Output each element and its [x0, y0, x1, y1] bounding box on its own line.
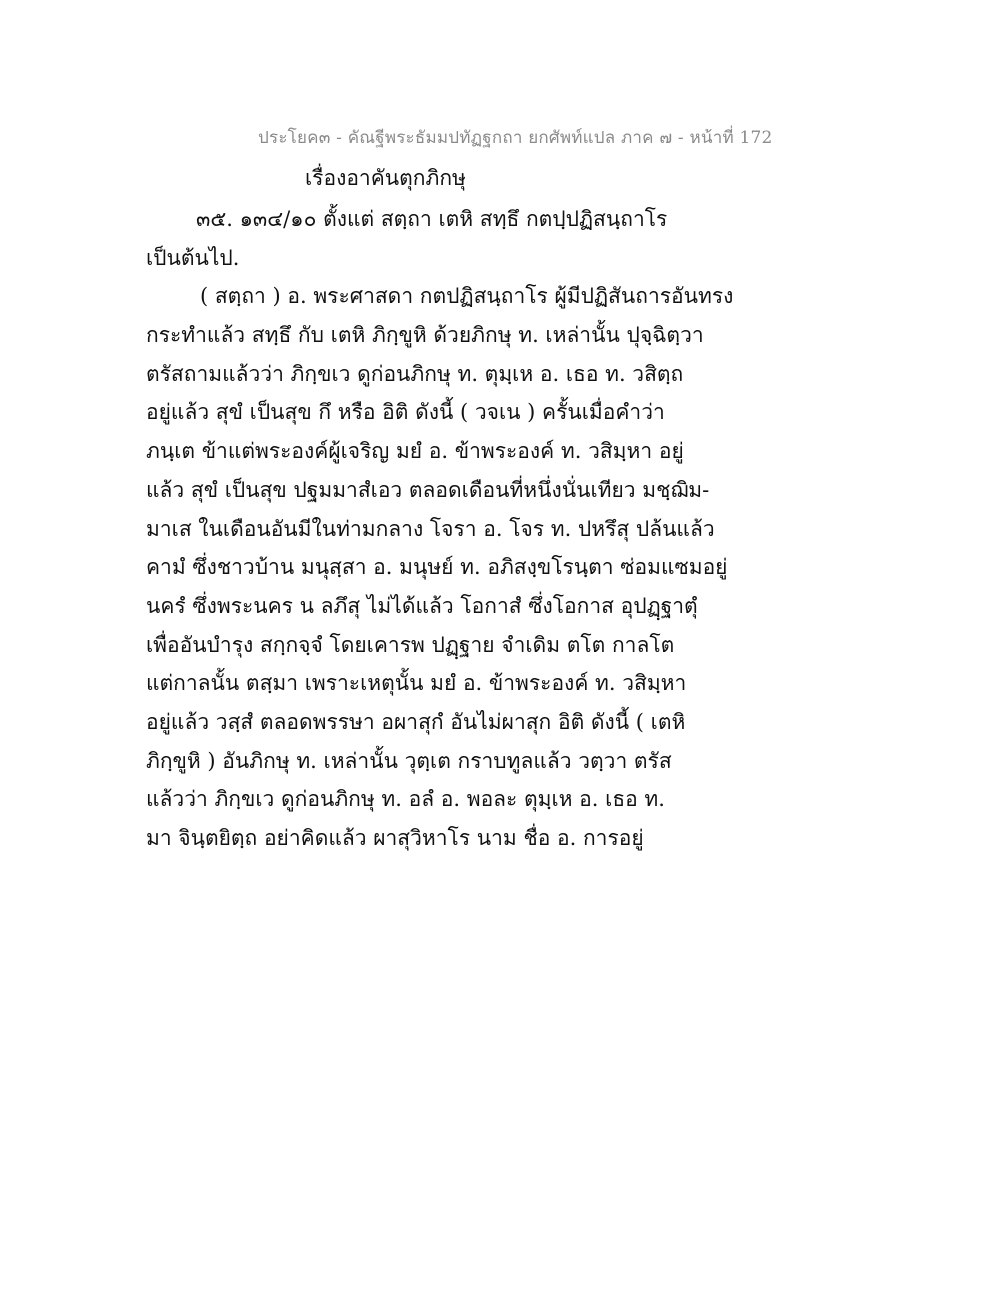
text-line: มาเส ในเดือนอันมีในท่ามกลาง โจรา อ. โจร ท. ปหรึสุ ปล้นแล้ว — [146, 516, 715, 541]
text-line: ภิกฺขูหิ ) อันภิกษุ ท. เหล่านั้น วุตฺเต กราบทูลแล้ว วตฺวา ตรัส — [146, 748, 672, 773]
text-line: ภนฺเต ข้าแต่พระองค์ผู้เจริญ มยํ อ. ข้าพระองค์ ท. วสิมฺหา อยู่ — [146, 439, 684, 464]
text-line: ( สตฺถา ) อ. พระศาสดา กตปฏิสนฺถาโร ผู้มีปฏิสันถารอันทรง — [200, 284, 734, 309]
text-line: เป็นต้นไป. — [146, 245, 240, 270]
text-line: มา จินฺตยิตฺถ อย่าคิดแล้ว ผาสุวิหาโร นาม ชื่อ อ. การอยู่ — [146, 826, 644, 850]
text-line: กระทำแล้ว สทฺธึ กับ เตหิ ภิกฺขูหิ ด้วยภิกษุ ท. เหล่านั้น ปุจฺฉิตฺวา — [146, 323, 704, 348]
text-line: แล้วว่า ภิกฺขเว ดูก่อนภิกษุ ท. อลํ อ. พอละ ตุมฺเห อ. เธอ ท. — [146, 787, 665, 812]
text-line: ตรัสถามแล้วว่า ภิกฺขเว ดูก่อนภิกษุ ท. ตุมฺเห อ. เธอ ท. วสิตฺถ — [146, 361, 684, 386]
text-line: เพื่ออันบำรุง สกฺกจฺจํ โดยเคารพ ปฏฺฐาย จำเดิม ตโต กาลโต — [146, 632, 675, 657]
text-line: คามํ ซึ่งชาวบ้าน มนุสฺสา อ. มนุษย์ ท. อภิสงฺขโรนฺตา ซ่อมแซมอยู่ — [146, 555, 728, 580]
text-line: แล้ว สุขํ เป็นสุข ปฐมมาสํเอว ตลอดเดือนที่หนึ่งนั่นเทียว มชฺฌิม- — [146, 477, 710, 502]
text-line: อยู่แล้ว สุขํ เป็นสุข กึ หรือ อิติ ดังนี้ ( วจเน ) ครั้นเมื่อคำว่า — [146, 400, 665, 425]
page-running-header: ประโยค๓ - คัณฐีพระธัมมปทัฏฐกถา ยกศัพท์แปล ภาค ๗ - หน้าที่ 172 — [258, 128, 773, 148]
text-line: ๓๕. ๑๓๔/๑๐ ตั้งแต่ สตฺถา เตหิ สทฺธึ กตปฺปฏิสนฺถาโร — [196, 207, 668, 231]
text-line: แต่กาลนั้น ตสฺมา เพราะเหตุนั้น มยํ อ. ข้าพระองค์ ท. วสิมฺหา — [146, 671, 687, 696]
text-line: อยู่แล้ว วสฺสํ ตลอดพรรษา อผาสุกํ อันไม่ผาสุก อิติ ดังนี้ ( เตหิ — [146, 709, 686, 734]
body-text — [146, 200, 734, 858]
text-line: นครํ ซึ่งพระนคร น ลภึสุ ไม่ได้แล้ว โอกาสํ ซึ่งโอกาส อุปฏฺฐาตุํ — [146, 593, 698, 618]
story-title: เรื่องอาคันตุกภิกษุ — [305, 166, 466, 190]
